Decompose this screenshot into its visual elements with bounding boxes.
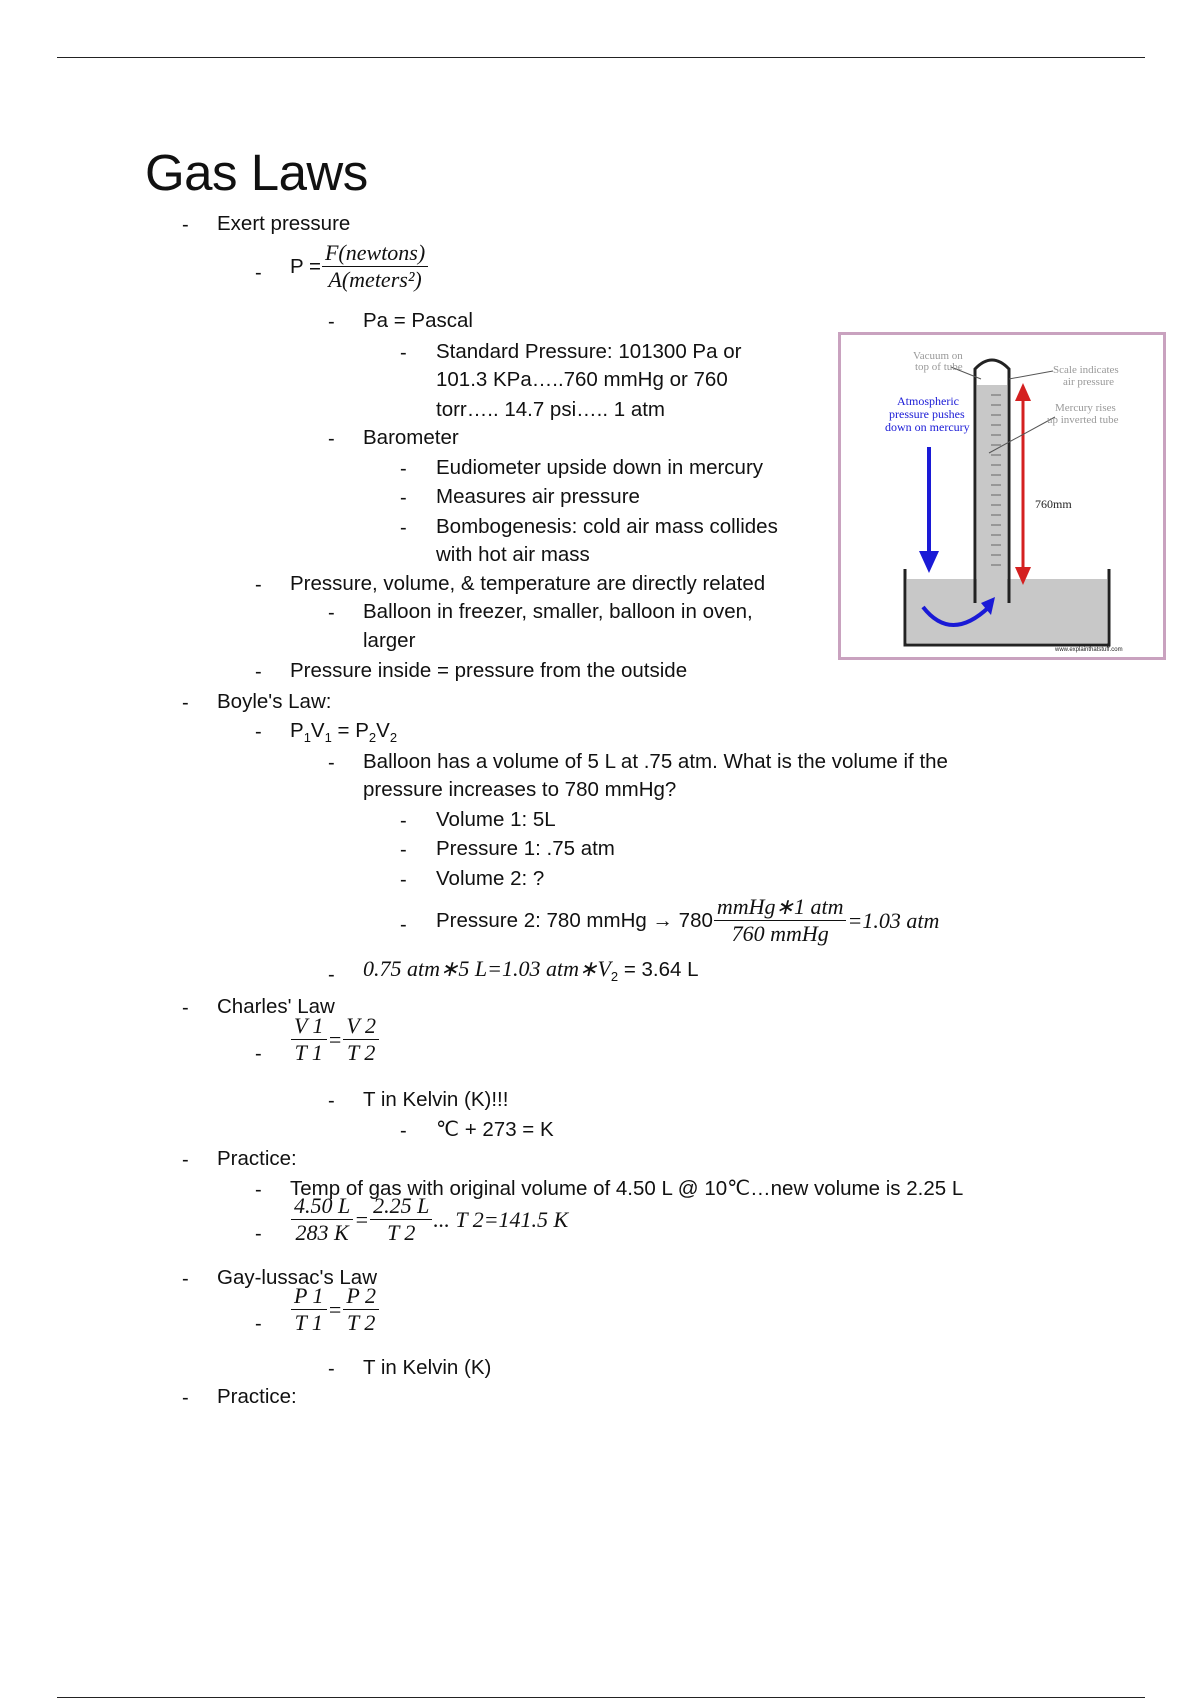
charles-n2: V 2 xyxy=(343,1013,379,1040)
pr-n2: 2.25 L xyxy=(370,1193,432,1220)
text-gay: Gay-lussac's Law xyxy=(217,1266,377,1289)
pr-res: ... T 2=141.5 K xyxy=(433,1206,569,1232)
gay-n1: P 1 xyxy=(291,1283,327,1310)
p-den: A(meters²) xyxy=(328,267,422,292)
text-q1: Balloon has a volume of 5 L at .75 atm. What is the volume if the xyxy=(363,750,948,773)
bullet: - xyxy=(255,661,262,683)
bullet: - xyxy=(328,311,335,333)
bullet: - xyxy=(255,574,262,596)
text-charles: Charles' Law xyxy=(217,995,335,1018)
label-mercury-1: Mercury rises xyxy=(1055,402,1116,414)
practice-frac-1 xyxy=(291,1193,353,1246)
text-conv: ℃ + 273 = K xyxy=(436,1118,554,1141)
bullet: - xyxy=(400,914,407,936)
bullet: - xyxy=(328,964,335,986)
bullet: - xyxy=(182,1149,189,1171)
pr-d2: T 2 xyxy=(387,1220,416,1245)
text-pvt: Pressure, volume, & temperature are directly related xyxy=(290,572,766,595)
text-bombo2: with hot air mass xyxy=(436,543,590,566)
text-kelvin2: T in Kelvin (K) xyxy=(363,1356,492,1379)
p2-text: Pressure 2: 780 mmHg → 780 xyxy=(436,908,713,932)
gay-frac-2 xyxy=(343,1283,379,1336)
bullet: - xyxy=(255,1179,262,1201)
text-std1: Standard Pressure: 101300 Pa or xyxy=(436,340,742,363)
figure-credit: www.explainthatstuff.com xyxy=(1055,647,1123,653)
text-p1: Pressure 1: .75 atm xyxy=(436,837,615,860)
text-std3: torr….. 14.7 psi….. 1 atm xyxy=(436,398,665,421)
pr-n1: 4.50 L xyxy=(291,1193,353,1220)
p2-den: 760 mmHg xyxy=(731,921,829,946)
p2-fraction xyxy=(714,894,847,947)
charles-formula: $\frac{V 1}{T 1}$ = $\frac{V 2}{T 2}$ xyxy=(290,1013,380,1066)
page-title: Gas Laws xyxy=(145,144,368,201)
text-temp: Temp of gas with original volume of 4.50 L @ 10℃…new volume is 2.25 L xyxy=(290,1177,964,1200)
bullet: - xyxy=(182,692,189,714)
bullet: - xyxy=(400,342,407,364)
text-kelvin: T in Kelvin (K)!!! xyxy=(363,1088,509,1111)
bullet: - xyxy=(328,752,335,774)
pressure2-formula xyxy=(436,894,939,947)
label-vacuum-2: top of tube xyxy=(915,361,963,373)
bullet: - xyxy=(400,487,407,509)
text-balloon1: Balloon in freezer, smaller, balloon in oven, xyxy=(363,600,753,623)
pressure-fraction xyxy=(322,240,428,293)
text-v2: Volume 2: ? xyxy=(436,867,545,890)
bullet: - xyxy=(328,428,335,450)
label-atmospheric-3: down on mercury xyxy=(885,420,970,434)
barometer-diagram xyxy=(841,335,1163,657)
text-measures: Measures air pressure xyxy=(436,485,640,508)
bullet: - xyxy=(182,997,189,1019)
text-boyle: Boyle's Law: xyxy=(217,690,332,713)
bullet: - xyxy=(328,1358,335,1380)
bullet: - xyxy=(400,517,407,539)
bullet: - xyxy=(182,214,189,236)
bottom-rule xyxy=(57,1697,1145,1698)
text-std2: 101.3 KPa…..760 mmHg or 760 xyxy=(436,368,728,391)
text-practice2: Practice: xyxy=(217,1385,297,1408)
p-eq: P = xyxy=(290,254,321,278)
calc-line: 0.75 atm∗5 L=1.03 $atm∗V_2 = 3.64$ L xyxy=(363,956,699,985)
text-q2: pressure increases to 780 mmHg? xyxy=(363,778,677,801)
bullet: - xyxy=(255,262,262,284)
text-boyle-formula: $P_1V_1 = P_2V_2$ xyxy=(290,719,398,746)
charles-frac-1 xyxy=(291,1013,327,1066)
bullet: - xyxy=(255,1223,262,1245)
bullet: - xyxy=(400,869,407,891)
barometer-figure xyxy=(838,332,1166,660)
gay-d2: T 2 xyxy=(347,1310,376,1335)
p2-num: mmHg∗1 atm xyxy=(714,894,847,921)
gay-frac-1 xyxy=(291,1283,327,1336)
text-eudiometer: Eudiometer upside down in mercury xyxy=(436,456,764,479)
text-bombo1: Bombogenesis: cold air mass collides xyxy=(436,515,778,538)
bullet: - xyxy=(328,602,335,624)
charles-n1: V 1 xyxy=(291,1013,327,1040)
charles-d2: T 2 xyxy=(347,1040,376,1065)
bullet: - xyxy=(182,1268,189,1290)
p2-res: =1.03 atm xyxy=(847,907,940,933)
charles-d1: T 1 xyxy=(294,1040,323,1065)
charles-frac-2 xyxy=(343,1013,379,1066)
pr-d1: 283 K xyxy=(295,1220,349,1245)
gay-formula: $\frac{P 1}{T 1}$ = $\frac{P 2}{T 2}$ xyxy=(290,1283,380,1336)
label-scale-2: air pressure xyxy=(1063,376,1115,388)
text-pa: Pa = Pascal xyxy=(363,309,473,332)
p-num: F(newtons) xyxy=(322,240,428,267)
text-practice: Practice: xyxy=(217,1147,297,1170)
bullet: - xyxy=(328,1090,335,1112)
label-height: 760mm xyxy=(1035,497,1072,511)
practice-frac-2 xyxy=(370,1193,432,1246)
gay-d1: T 1 xyxy=(294,1310,323,1335)
top-rule xyxy=(57,57,1145,58)
text-balloon2: larger xyxy=(363,629,416,652)
label-atmospheric-2: pressure pushes xyxy=(889,407,965,421)
bullet: - xyxy=(400,1120,407,1142)
pressure-formula xyxy=(290,240,429,293)
label-mercury-2: up inverted tube xyxy=(1047,414,1119,426)
bullet: - xyxy=(182,1387,189,1409)
text-exert: Exert pressure xyxy=(217,212,351,235)
gay-n2: P 2 xyxy=(343,1283,379,1310)
label-scale-1: Scale indicates xyxy=(1053,364,1119,376)
practice-formula: $\frac{4.50 L}{283 K}$ = $\frac{2.25 L}{T 2}$ ... T 2=141.5 K xyxy=(290,1193,568,1246)
bullet: - xyxy=(400,839,407,861)
text-barometer: Barometer xyxy=(363,426,459,449)
text-v1: Volume 1: 5L xyxy=(436,808,556,831)
calc-res: = 3.64 L xyxy=(623,958,699,981)
calc-text: 0.75 atm∗5 L=1.03 atm∗V xyxy=(363,956,611,981)
bullet: - xyxy=(255,721,262,743)
text-inside: Pressure inside = pressure from the outside xyxy=(290,659,688,682)
label-atmospheric-1: Atmospheric xyxy=(897,394,959,408)
bullet: - xyxy=(400,458,407,480)
bullet: - xyxy=(400,810,407,832)
bullet: - xyxy=(255,1313,262,1335)
bullet: - xyxy=(255,1043,262,1065)
label-vacuum-1: Vacuum on xyxy=(913,350,963,362)
